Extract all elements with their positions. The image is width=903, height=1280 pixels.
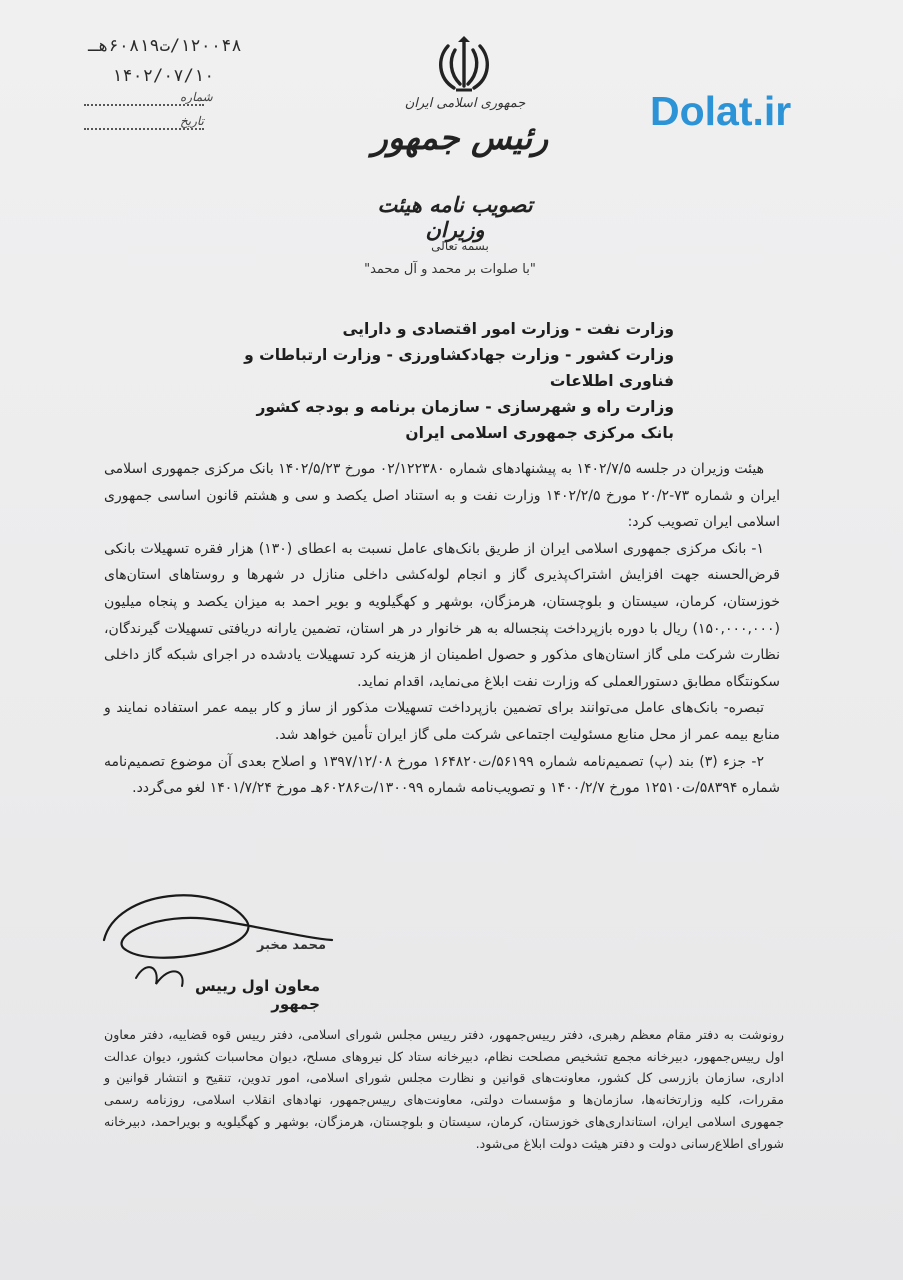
reference-number: ۱۲۰۰۴۸/ت۶۰۸۱۹هـ: [88, 36, 242, 56]
decree-body: [104, 456, 780, 802]
decree-preamble: هیئت وزیران در جلسه ۱۴۰۲/۷/۵ به پیشنهادهای شماره ۰۲/۱۲۲۳۸۰ مورخ ۱۴۰۲/۵/۲۳ بانک مرکزی جمهوری اسلامی ایران و شماره ۷۳-۲۰/۲ مورخ ۱۴۰۲/۲/۵ وزارت نفت و به استناد اصل یکصد و سی و هشتم قانون اساسی جمهوری اسلامی ایران تصویب کرد:: [104, 461, 780, 531]
reference-date-label: تاریخ: [180, 114, 204, 128]
signatory-title: معاون اول رییس جمهور: [194, 977, 320, 1013]
iran-emblem-icon: [434, 36, 494, 94]
reference-number-label: شماره: [180, 90, 213, 104]
recipient-line: وزارت نفت - وزارت امور اقتصادی و دارایی: [342, 320, 674, 338]
watermark: Dolat.ir: [650, 88, 792, 134]
reference-number-line: [84, 104, 204, 106]
basmala: بسمه تعالی: [431, 239, 489, 253]
reference-date-line: [84, 128, 204, 130]
decree-clause-2: ۲- جزء (۳) بند (پ) تصمیم‌نامه شماره ۵۶۱۹۹/ت۱۶۴۸۲۰ مورخ ۱۳۹۷/۱۲/۰۸ و اصلاح بعدی آن موضوع تصمیم‌نامه شماره ۵۸۳۹۴/ت۱۲۵۱۰ مورخ ۱۴۰۰/۲/۷ و تصویب‌نامه شماره ۱۳۰۰۹۹/ت۶۰۲۸۶هـ مورخ ۱۴۰۱/۷/۲۴ لغو می‌گردد.: [104, 753, 780, 797]
handwritten-signature: [96, 880, 336, 990]
recipient-line: وزارت کشور - وزارت جهادکشاورزی - وزارت ارتباطات و فناوری اطلاعات: [244, 346, 674, 390]
signatory-name: محمد مخبر: [257, 938, 326, 953]
salawat: "با صلوات بر محمد و آل محمد": [364, 262, 536, 277]
country-name: جمهوری اسلامی ایران: [404, 96, 526, 111]
recipient-line: بانک مرکزی جمهوری اسلامی ایران: [405, 424, 674, 442]
reference-date: ۱۴۰۲/۰۷/۱۰: [112, 66, 215, 86]
decree-clause-1: ۱- بانک مرکزی جمهوری اسلامی ایران از طریق بانک‌های عامل نسبت به اعطای (۱۳۰) هزار فقره تسهیلات بانکی قرض‌الحسنه جهت افزایش اشتراک‌پذیری گاز و انجام لوله‌کشی داخلی منازل در شهرها و روستاهای استان‌های خوزستان، کرمان، سیستان و بلوچستان، هرمزگان، بوشهر و کهگیلویه و بویر احمد به میزان یکصد و پنجاه میلیون (۱۵۰,۰۰۰,۰۰۰) ریال با دوره بازپرداخت پنجساله به هر خانوار در هر استان، تضمین یارانه دریافتی تسهیلات گیرندگان، نظارت شرکت ملی گاز استان‌های مذکور و حصول اطمینان از هزینه کرد تسهیلات یادشده در اجرای شبکه گاز داخلی سکونتگاه مطابق دستورالعملی که وزارت نفت ابلاغ می‌نماید، اقدام نماید.: [104, 540, 780, 690]
office-title: رئیس جمهور: [371, 118, 549, 157]
decree-note: تبصره- بانک‌های عامل می‌توانند برای تضمین بازپرداخت تسهیلات مذکور از ساز و کار بیمه عمر استفاده نمایند و منابع بیمه عمر از محل منابع مسئولیت اجتماعی شرکت ملی گاز ایران تأمین خواهد شد.: [104, 700, 780, 743]
carbon-copy-list: رونوشت به دفتر مقام معظم رهبری، دفتر رییس‌جمهور، دفتر رییس مجلس شورای اسلامی، دفتر رییس قوه قضاییه، دفتر معاون اول رییس‌جمهور، دبیرخانه مجمع تشخیص مصلحت نظام، دبیرخانه ستاد کل نیروهای مسلح، دیوان محاسبات کشور، دیوان عدالت اداری، سازمان بازرسی کل کشور، معاونت‌های قوانین و نظارت مجلس شورای اسلامی، امور تدوین، تنقیح و انتشار قوانین و مقررات، کلیه وزارتخانه‌ها، سازمان‌ها و مؤسسات دولتی، معاونت‌های رییس‌جمهور، نهادهای انقلاب اسلامی، روزنامه رسمی جمهوری اسلامی ایران، استانداری‌های خوزستان، کرمان، سیستان و بلوچستان، هرمزگان، بوشهر و کهگیلویه و بویراحمد، دبیرخانه شورای اطلاع‌رسانی دولت و دفتر هیئت دولت ابلاغ می‌شود.: [104, 1027, 784, 1151]
recipients-list: [200, 316, 674, 446]
recipient-line: وزارت راه و شهرسازی - سازمان برنامه و بودجه کشور: [256, 398, 674, 416]
document-type: تصویب نامه هیئت وزیران: [377, 192, 533, 242]
